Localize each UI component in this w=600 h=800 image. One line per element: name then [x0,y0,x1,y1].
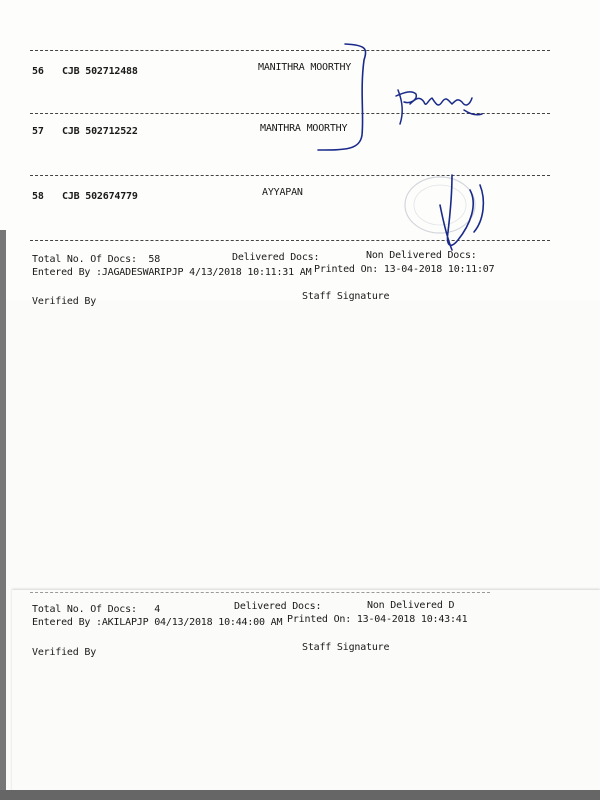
total-docs: Total No. Of Docs: 4 [32,604,161,615]
delivered-docs: Delivered Docs: [232,252,320,263]
non-delivered-docs: Non Delivered D [367,600,455,611]
entered-by: Entered By :JAGADESWARIPJP 4/13/2018 10:11:31 AM [32,267,312,278]
printed-on: Printed On: 13-04-2018 10:11:07 [314,264,495,275]
record-name: MANTHRA MOORTHY [260,123,348,134]
verified-by: Verified By [32,296,97,307]
entered-by: Entered By :AKILAPJP 04/13/2018 10:44:00 AM [32,617,283,628]
record-number: 57 [32,126,44,137]
staff-signature: Staff Signature [302,291,390,302]
record-code: CJB 502712522 [62,126,138,137]
record-code: CJB 502712488 [62,66,138,77]
delivered-docs: Delivered Docs: [234,601,322,612]
verified-by: Verified By [32,647,97,658]
record-code: CJB 502674779 [62,191,138,202]
record-number: 56 [32,66,44,77]
staff-signature: Staff Signature [302,642,390,653]
record-number: 58 [32,191,44,202]
total-docs: Total No. Of Docs: 58 [32,254,161,265]
record-name: AYYAPAN [262,187,303,198]
non-delivered-docs: Non Delivered Docs: [366,250,477,261]
record-name: MANITHRA MOORTHY [258,62,352,73]
printed-on: Printed On: 13-04-2018 10:43:41 [287,614,468,625]
